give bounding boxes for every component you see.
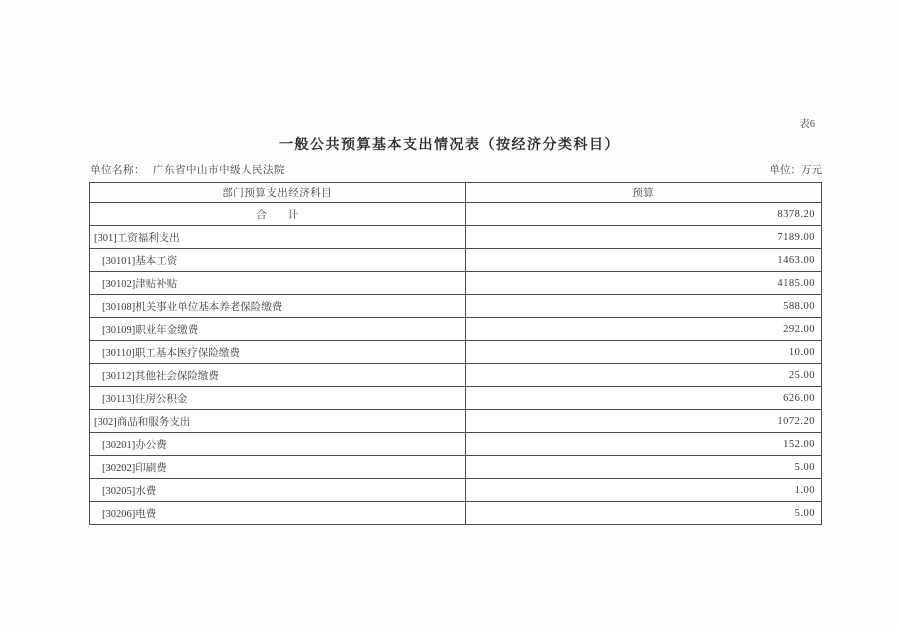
- budget-cell: 1463.00: [465, 249, 821, 272]
- budget-cell: 8378.20: [465, 203, 821, 226]
- unit-label: 单位：万元: [769, 165, 822, 176]
- budget-cell: 152.00: [465, 433, 821, 456]
- table-row: [90, 249, 822, 272]
- table-row: [90, 295, 822, 318]
- budget-cell: 5.00: [465, 502, 821, 525]
- table-row: [90, 387, 822, 410]
- table-row: [90, 318, 822, 341]
- table-header: [90, 183, 822, 203]
- budget-cell: 588.00: [465, 295, 821, 318]
- subject-cell: [30109]职业年金缴费: [90, 318, 466, 341]
- table-row: [90, 410, 822, 433]
- subject-cell: [301]工资福利支出: [90, 226, 466, 249]
- budget-cell: 1.00: [465, 479, 821, 502]
- unit-name-label: 单位名称：: [90, 165, 145, 176]
- budget-cell: 1072.20: [465, 410, 821, 433]
- subject-cell: [30201]办公费: [90, 433, 466, 456]
- budget-cell: 292.00: [465, 318, 821, 341]
- subject-cell: [30205]水费: [90, 479, 466, 502]
- budget-cell: 626.00: [465, 387, 821, 410]
- table-number-tag: 表6: [799, 119, 815, 130]
- table-row: [90, 341, 822, 364]
- budget-table: [89, 182, 822, 525]
- column-header-subject: 部门预算支出经济科目: [90, 183, 466, 203]
- unit-name: [90, 162, 285, 177]
- budget-cell: 10.00: [465, 341, 821, 364]
- unit-name-value: 广东省中山市中级人民法院: [153, 165, 285, 176]
- table-row: [90, 456, 822, 479]
- budget-cell: 4185.00: [465, 272, 821, 295]
- subject-cell: [302]商品和服务支出: [90, 410, 466, 433]
- table-row: [90, 502, 822, 525]
- table-row: [90, 364, 822, 387]
- subject-cell: [30101]基本工资: [90, 249, 466, 272]
- table-row: [90, 203, 822, 226]
- table-row: [90, 226, 822, 249]
- subject-cell: [30202]印刷费: [90, 456, 466, 479]
- table-row: [90, 272, 822, 295]
- meta-row: [90, 162, 822, 177]
- table-row: [90, 479, 822, 502]
- table-body: [90, 203, 822, 525]
- subject-cell: 合 计: [90, 203, 466, 226]
- subject-cell: [30206]电费: [90, 502, 466, 525]
- page-title: 一般公共预算基本支出情况表（按经济分类科目）: [279, 138, 620, 153]
- subject-cell: [30110]职工基本医疗保险缴费: [90, 341, 466, 364]
- subject-cell: [30112]其他社会保险缴费: [90, 364, 466, 387]
- subject-cell: [30102]津贴补贴: [90, 272, 466, 295]
- subject-cell: [30108]机关事业单位基本养老保险缴费: [90, 295, 466, 318]
- column-header-budget: 预算: [465, 183, 821, 203]
- budget-cell: 25.00: [465, 364, 821, 387]
- budget-cell: 7189.00: [465, 226, 821, 249]
- budget-cell: 5.00: [465, 456, 821, 479]
- header-row: [90, 183, 822, 203]
- table-row: [90, 433, 822, 456]
- subject-cell: [30113]住房公积金: [90, 387, 466, 410]
